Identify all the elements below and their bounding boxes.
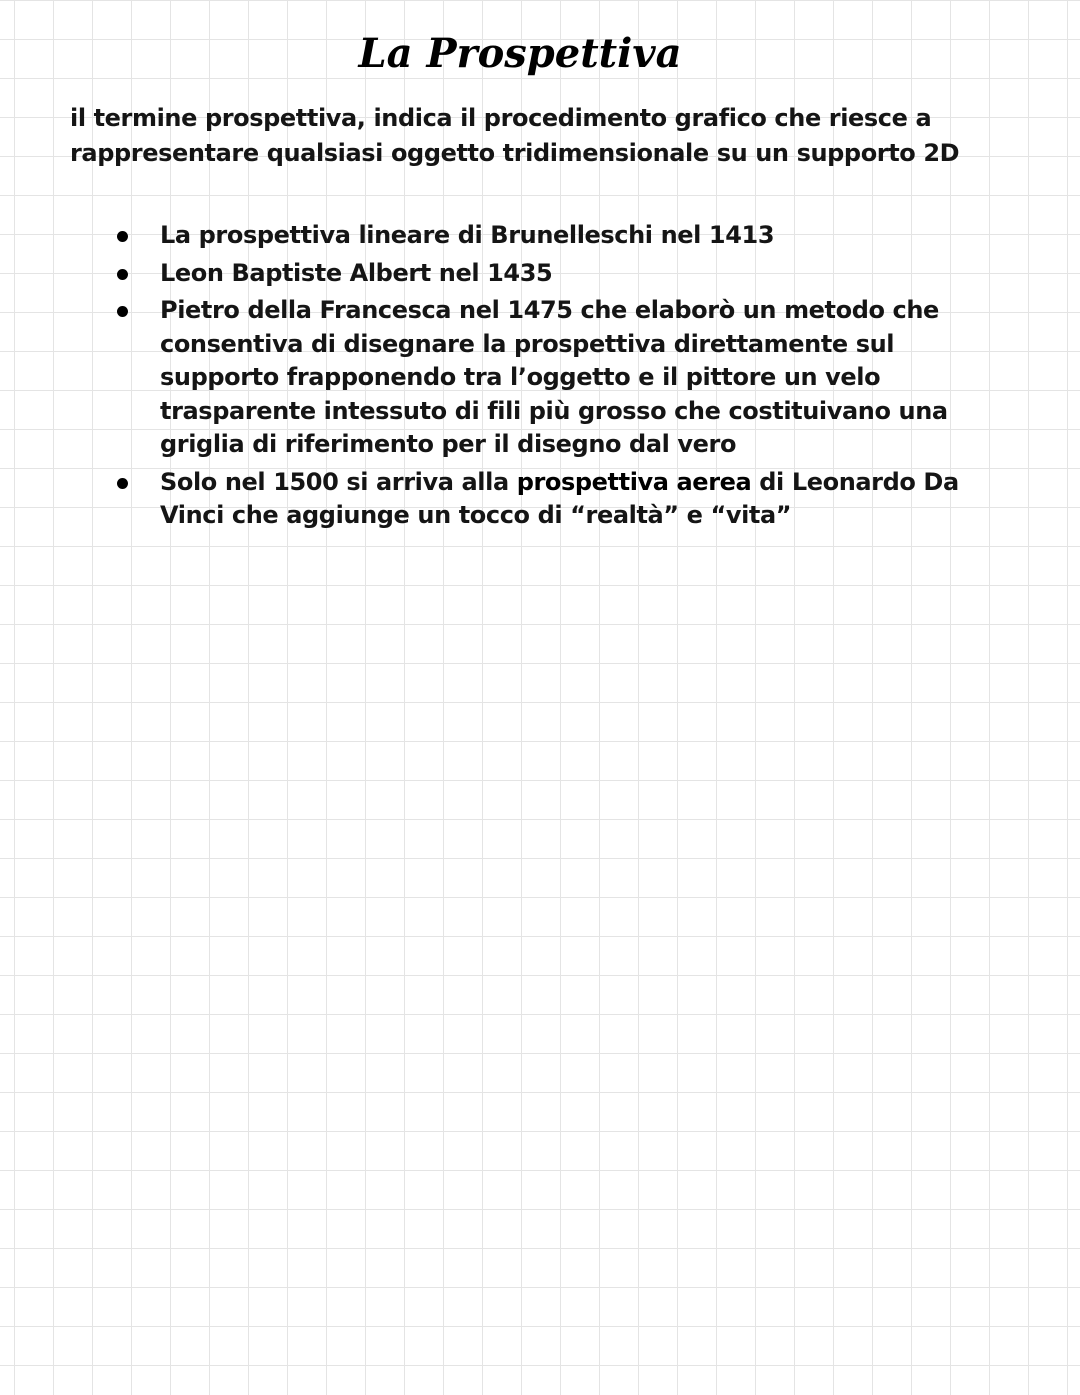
- bullet-text: Leon Baptiste Albert nel 1435: [160, 258, 553, 287]
- bullet-text-line: griglia di riferimento per il disegno dal vero: [160, 430, 737, 458]
- bullet-dot-icon: [117, 231, 128, 242]
- bullet-dot-icon: [117, 478, 128, 489]
- bullet-list: [108, 219, 1038, 537]
- highlighted-term: prospettiva aerea: [516, 467, 752, 496]
- bullet-item-brunelleschi: [108, 219, 1038, 253]
- bullet-item-leonardo: [108, 466, 1038, 533]
- bullet-dot-icon: [117, 269, 128, 280]
- intro-paragraph: [70, 101, 1030, 171]
- page-title: La Prospettiva: [358, 30, 682, 77]
- bullet-text-line: trasparente intessuto di fili più grosso che costituivano una: [160, 396, 948, 425]
- bullet-text: La prospettiva lineare di Brunelleschi nel 1413: [160, 221, 775, 249]
- bullet-text-line: Vinci che aggiunge un tocco di “realtà” e “vita”: [160, 501, 792, 529]
- bullet-text-line: supporto frapponendo tra l’oggetto e il pittore un velo: [160, 363, 881, 391]
- intro-line-2: rappresentare qualsiasi oggetto tridimensionale su un supporto 2D: [70, 139, 960, 167]
- bullet-text-segment: Solo nel 1500 si arriva alla: [160, 467, 517, 496]
- intro-line-1: il termine prospettiva, indica il procedimento grafico che riesce a: [70, 104, 932, 132]
- bullet-item-piero-della-francesca: [108, 294, 1038, 462]
- bullet-text-line: consentiva di disegnare la prospettiva direttamente sul: [160, 329, 895, 358]
- bullet-text-segment: di Leonardo Da: [751, 467, 959, 496]
- bullet-dot-icon: [117, 306, 128, 317]
- bullet-text-line: Pietro della Francesca nel 1475 che elaborò un metodo che: [160, 296, 939, 324]
- bullet-text-line: [160, 466, 1038, 500]
- bullet-item-alberti: [108, 257, 1038, 291]
